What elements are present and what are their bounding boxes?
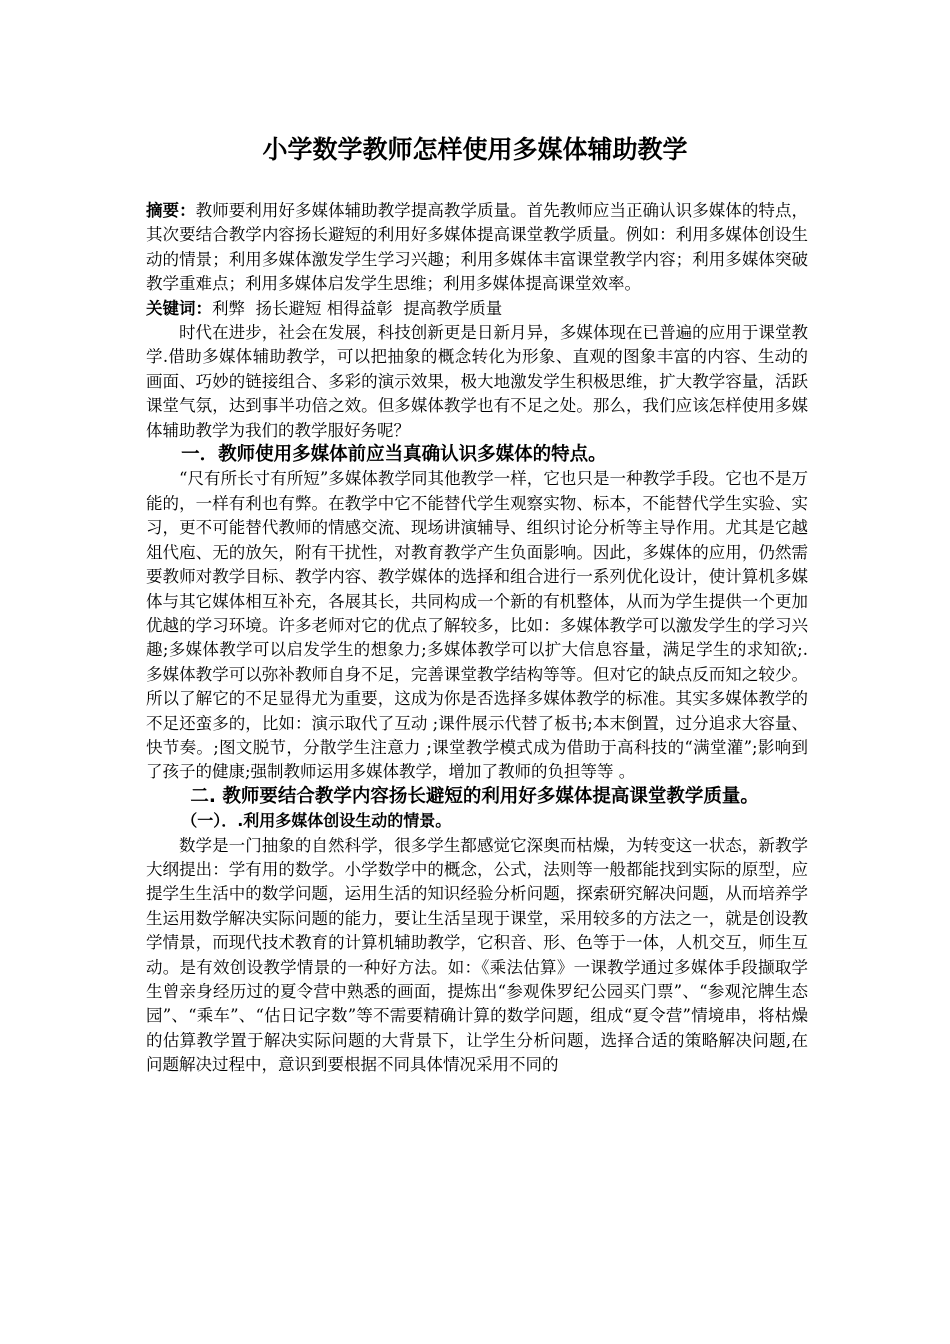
section2-sub1-heading: （一）．.利用多媒体创设生动的情景。 [181,811,452,831]
document-body [146,199,808,1078]
section2-heading: 二. 教师要结合教学内容扬长避短的利用好多媒体提高课堂教学质量。 [190,785,759,807]
section1-paragraph: “尺有所长寸有所短”多媒体教学同其他教学一样，它也只是一种教学手段。它也不是万能的，一样有利也有弊。在教学中它不能替代学生观察实物、标本，不能替代学生实验、实习，更不可能替代教师的情感交流、现场讲演辅导、组织讨论分析等主导作用。尤其是它越俎代庖、无的放矢，附有干扰性，对教育教学产生负面影响。因此，多媒体的应用，仍然需要教师对教学目标、教学内容、教学媒体的选择和组合进行一系列优化设计，使计算机多媒体与其它媒体相互补充，各展其长，共同构成一个新的有机整体，从而为学生提供一个更加优越的学习环境。许多老师对它的优点了解较多，比如：多媒体教学可以激发学生的学习兴趣;多媒体教学可以启发学生的想象力;多媒体教学可以扩大信息容量，满足学生的求知欲;.多媒体教学可以弥补教师自身不足，完善课堂教学结构等等。但对它的缺点反而知之较少。所以了解它的不足显得尤为重要，这成为你是否选择多媒体教学的标准。其实多媒体教学的不足还蛮多的，比如：演示取代了互动 ;课件展示代替了板书;本末倒置，过分追求大容量、快节奏。;图文脱节，分散学生注意力 ;课堂教学模式成为借助于高科技的“满堂灌”;影响到了孩子的健康;强制教师运用多媒体教学，增加了教师的负担等等 。 [146,469,808,782]
keywords-label: 关键词： [146,298,212,318]
document-title: 小学数学教师怎样使用多媒体辅助教学 [262,135,688,164]
abstract-paragraph [146,199,808,297]
section2-sub1-paragraph: 数学是一门抽象的自然科学，很多学生都感觉它深奥而枯燥，为转变这一状态，新教学大纲提出：学有用的数学。小学数学中的概念，公式，法则等一般都能找到实际的原型，应提学生生活中的数学问题，运用生活的知识经验分析问题，探索研究解决问题，从而培养学生运用数学解决实际问题的能力，要让生活呈现于课堂，采用较多的方法之一，就是创设教学情景，而现代技术教育的计算机辅助教学，它积音、形、色等于一体，人机交互，师生互动。是有效创设教学情景的一种好方法。如：《乘法估算》一课教学通过多媒体手段撷取学生曾亲身经历过的夏令营中熟悉的画面，提炼出“参观侏罗纪公园买门票”、“参观沱牌生态园”、“乘车”、“估日记字数”等不需要精确计算的数学问题，组成“夏令营”情境串，将枯燥的估算教学置于解决实际问题的大背景下，让学生分析问题，选择合适的策略解决问题,在问题解决过程中，意识到要根据不同具体情况采用不同的 [146,835,808,1075]
abstract-label: 摘要： [146,201,196,220]
abstract-text: 教师要利用好多媒体辅助教学提高教学质量。首先教师应当正确认识多媒体的特点，其次要结合教学内容扬长避短的利用好多媒体提高课堂教学质量。例如：利用多媒体创设生动的情景；利用多媒体激发学生学习兴趣；利用多媒体丰富课堂教学内容；利用多媒体突破教学重难点；利用多媒体启发学生思维；利用多媒体提高课堂效率。 [146,201,809,294]
keywords-text: 利弊 扬长避短 相得益彰 提高教学质量 [212,298,503,318]
section1-heading: 一．教师使用多媒体前应当真确认识多媒体的特点。 [181,444,607,466]
keywords-paragraph [146,297,808,321]
intro-paragraph: 时代在进步，社会在发展，科技创新更是日新月异，多媒体现在已普遍的应用于课堂教学.借助多媒体辅助教学，可以把抽象的概念转化为形象、直观的图象丰富的内容、生动的画面、巧妙的链接组合、多彩的演示效果，极大地激发学生积极思维，扩大教学容量，活跃课堂气氛，达到事半功倍之效。但多媒体教学也有不足之处。那么，我们应该怎样使用多媒体辅助教学为我们的教学服好务呢？ [146,323,808,440]
